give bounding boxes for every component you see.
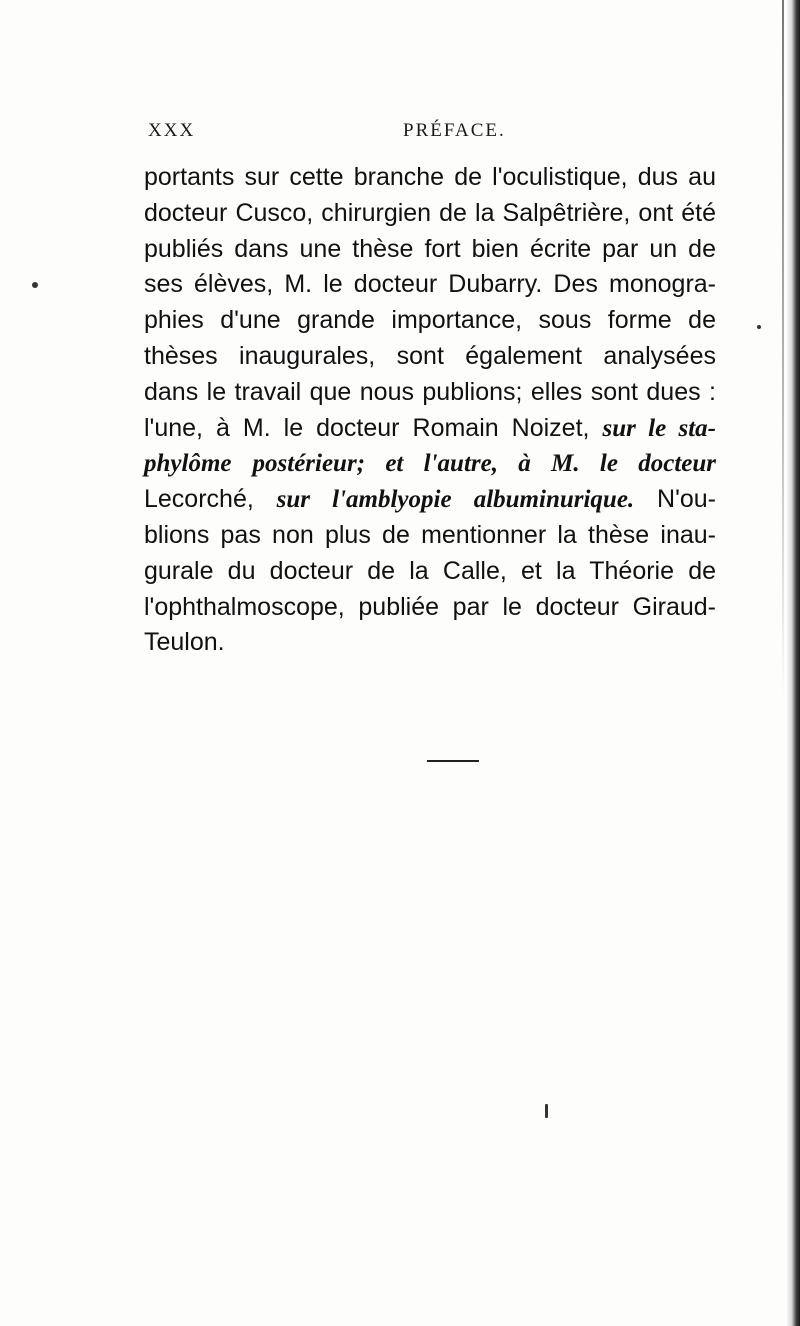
text-line: thèses inaugurales, sont également analysées	[144, 341, 716, 370]
text-line	[144, 411, 716, 447]
ink-speck	[757, 325, 761, 329]
text-line	[144, 446, 716, 482]
italic-title-segment: postérieur; et l'autre, à M. le docteur	[252, 450, 717, 478]
end-rule	[427, 760, 479, 762]
page-number: XXX	[148, 120, 196, 141]
text-line: publiés dans une thèse fort bien écrite par un de	[144, 234, 716, 263]
text-line: blions pas non plus de mentionner la thèse inau-	[144, 520, 716, 549]
text-line: docteur Cusco, chirurgien de la Salpêtrière, ont été	[144, 198, 716, 227]
page-edge-line	[782, 0, 784, 700]
italic-title-segment: sur l'amblyopie albuminurique.	[276, 486, 635, 514]
text-line: gurale du docteur de la Calle, et la Théorie de	[144, 556, 716, 585]
text-line	[144, 482, 716, 518]
body-text	[144, 160, 716, 661]
ink-speck	[545, 1104, 548, 1118]
text-line: phies d'une grande importance, sous forme de	[144, 306, 716, 335]
text-segment: l'une, à M. le docteur Romain Noizet,	[144, 413, 590, 442]
text-line: portants sur cette branche de l'oculistique, dus au	[144, 163, 716, 191]
text-line: l'ophthalmoscope, publiée par le docteur Giraud-	[144, 592, 716, 621]
running-head	[148, 120, 708, 148]
text-line: ses élèves, M. le docteur Dubarry. Des monogra-	[144, 270, 716, 299]
running-title: PRÉFACE.	[403, 120, 506, 141]
text-line: Teulon.	[144, 628, 225, 657]
italic-title-segment: sur le sta-	[602, 414, 716, 442]
ink-speck	[32, 282, 38, 288]
italic-title-segment: phylôme	[144, 450, 232, 478]
text-segment: N'ou-	[657, 485, 716, 514]
page-edge-shadow	[786, 0, 800, 1326]
text-line: dans le travail que nous publions; elles sont dues :	[144, 377, 716, 406]
text-segment: Lecorché,	[144, 485, 254, 514]
